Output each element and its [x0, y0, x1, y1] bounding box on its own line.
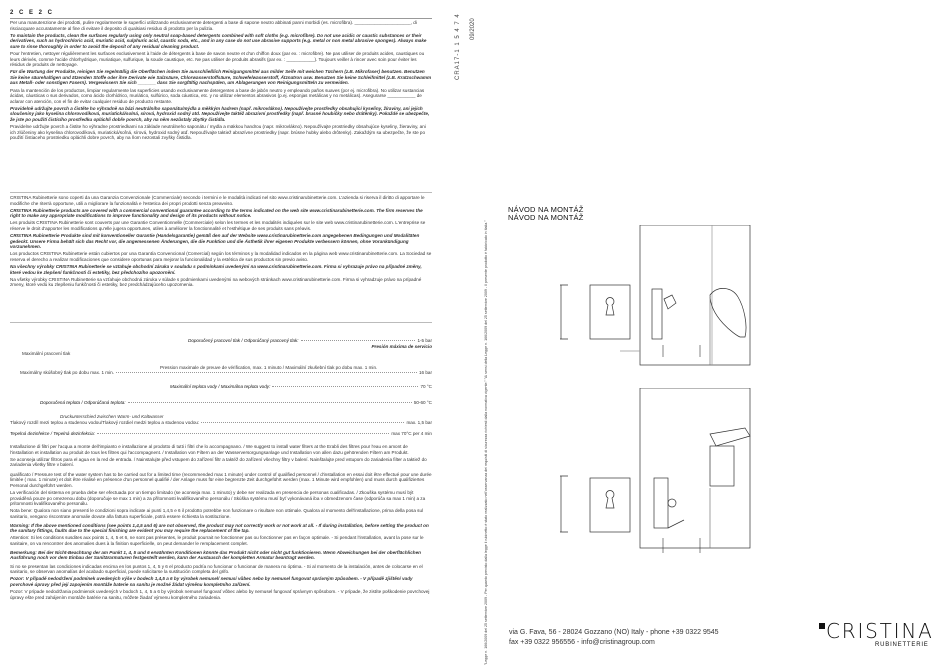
warranty-de: CRISTINA Rubinetterie Produkte sind mit konventioneller Garantie (Handelsgarantie) gemäß den auf der Website www.cristinarubinetterie.com angegebenen Bedingungen und Modalitäten gedeckt. Unsere Firma behält sich das Recht vor, die angemessenen Änderungen, die die Funktion und die Ästhetik ihrer eigenen Produkte verbessern können, ohne Vorankündigung vorzunehmen.	[10, 233, 420, 250]
specs-section	[10, 338, 432, 437]
manual-title-2: NÁVOD NA MONTÁŽ	[508, 213, 584, 222]
warranty-it: CRISTINA Rubinetterie sono coperti da una Garanzia Convenzionale (Commerciale) secondo i termini e le modalità indicati nel sito www.cristinarubinetterie.com. L'azienda si riserva il diritto di apportare le modifiche che riterrà opportune, utili a migliorare la funzionalità e l'estetica dei propri prodotti senza preavviso.	[10, 195, 425, 206]
divider-2	[10, 322, 432, 323]
legal-vertical-note: "Legge n. 166/2009 del 25 settembre 2009 - Per quanto previsto dalla legge il rubinetto è stato realizzato nell'osservanza dei requisiti di sicurezza richiesti dalla normativa vigente." "Ai sensi della Legge n. 166/2009 del 25 settembre 2009 - Il presente prodotto è fabbricato in Italia."	[484, 220, 488, 665]
manual-title: NÁVOD NA MONTÁŽ	[508, 205, 584, 214]
warranty-en: CRISTINA Rubinetterie products are covered with a commercial conventional guarantee according to the terms indicated on the web site www.cristinarubinetterie.com. The firm reserves the right to make any appropriate modifications to improve functionality and design of its products without notice.	[10, 207, 423, 219]
warranty-es: Los productos CRISTINA Rubinetterie están cubiertos por una Garantía Convencional (Comercial) según los términos y la modalidad indicados en la página web www.cristinarubinetterie.com. La Sociedad se reserva el derecho a realizar modificaciones que considere oportunas para mejorar la funcionalidad y la estética de sus productos sin previo aviso.	[10, 251, 432, 262]
side-date: 09/2020	[470, 18, 476, 40]
spec-row: Doporučená teplota / Odporúčaná teplota: 50-60 °C	[40, 399, 432, 405]
care-cz: Pravidelně udržujte povrch a čistěte ho výhradně na bázi neutrálního saponátu/mýdla a měkkým hadrem (např. mikrovlákno). Nepoužívejte prostředky obsahující kyseliny, žíraviny, ani jejich sloučeniny jako kyselina chlorovodíková, muriatická/solná, sírová, hydroxid sodný atd. Nepoužívejte taktéž abrazivní prostředky (např. brusné houbičky nebo drátěnky). Pokaždé se ubezpečte, že jste po použití čisticího prostředku opláchli dobře povrch, aby na něm nezůstaly zbytky čistidla.	[10, 105, 430, 122]
install-section	[10, 444, 432, 602]
spec-row: Maximální teplota vody / Maximálna teplota vody: 70 °C	[170, 383, 432, 389]
cover-plate	[640, 225, 750, 365]
box-outline	[590, 478, 630, 532]
install-warning-fr: Attention: Si les conditions susdites aux points 1, 4, 5 et 6, ne sont pas présentes, le produit pourrait ne fonctionner pas ou fonctionner pas en façon optimale. - Si pendant l'installation, avant la pose sur le sanitaire, on va rencontrer des anomalies dues à la finition superficielle, on peut demander le remplacement complet.	[10, 535, 424, 546]
spec-row: Presión máxima de servicio	[371, 343, 432, 349]
brand-subtitle: RUBINETTERIE	[875, 642, 929, 648]
mixer-box-drawing	[560, 388, 760, 563]
install-warning-en: Warning: If the above mentioned conditions (see points 1,4,5 and 6) are not observed, the product may not correctly work or not work at all. - If during installation, before setting the product on the sanitary fittings, faults due to the special finishing are evident you may require the replacement of the tap.	[10, 522, 429, 534]
lever-handle	[710, 288, 746, 337]
warranty-cz: Na všechny výrobky CRISTINA Rubinetterie se vztahuje obchodní záruka v souladu s podmínkami uvedenými na www.cristinarubinetterie.com. Firma si vyhrazuje právo na případné změny, které vedou ke zlepšení funkčnosti či estetiky, bez předchozího upozornění.	[10, 264, 422, 275]
company-address: via G. Fava, 56 - 28024 Gozzano (NO) Italy - phone +39 0322 9545	[509, 629, 719, 636]
cover-plate	[640, 388, 750, 548]
spec-row: Tepelná dezinfekce / Tepelná dezinfekcia: max 70°C per 4 min	[10, 431, 432, 437]
install-filters-es: Se aconseja utilizar filtros para el agua en la red de entrada. / Nainstalujte před vstupem do zařízení filtr a taktéž do zařízení všechny filtry v balení. Nainštalujte pred vstupom do zariadenia filter a taktiež do zariadenia všetky filtre v balení.	[10, 456, 427, 468]
care-sk: Pravidelne udržujte povrch a čistite ho výhradne prostriedkami na základe neutrálneho saponátu / mydla a mäkkou handrou (napr. mikrovlákno). Nepoužívajte prostriedky obsahujúce kyseliny, žieraviny, ani ich zlúčeniny ako kyselina chlorovodíková, muriatická/soľná, sírová, hydroxid sodný atď. Nepoužívajte taktiež abrazívne prostriedky (napr. brúsne hubky alebo drôtenky). Zakaždým sa ubezpečte, že ste po použití čistiaceho prostriedku opláchli dobre povrch, aby na ňom nezostali zvyšky čistidla.	[10, 124, 426, 141]
install-warning-cz: Pozor: V případě nedodržení podmínek uvedených výše v bodech 1,4,5 a 6 by výrobek nemusel/ nemusí vůbec nebo by nemusel fungovat správným způsobem. - V případě zjištění vady povrchové úpravy před její zapojením montáže baterie na sanitu je možné žádat výměnu kompletního zařízení.	[10, 576, 413, 587]
spec-row: Pression maximale de preuve de vérification, max. 1 minuto / Maximální zkušební tlak po dobu max. 1 min.	[160, 364, 378, 370]
spec-row: Maximální pracovní tlak	[22, 351, 71, 357]
divider-1	[10, 192, 432, 193]
care-de: Für die Wartung der Produkte, reinigen Sie regelmäßig die Oberflächen indem Sie ausschließlich Reinigungsmittel aus milder Seife mit weichen Tüchern (z.B. Mikrofaser) benutzen. Benutzen Sie keine säurehaltigen und ätzenden Stoffe oder ihre Derivate wie Salzsäure, Chlorwasserstoffsäure, Schwefelwasserstoff, Ätznatron usw. Benutzen Sie keine Schleifmittel (z.B. Kratzschwamm aus Metall- oder sonstigen Fasern). Vergewissern Sie sich _______ dass Sie sorgfältig nachspülen, um Ablagerungen von Reinigungsmitteln zu vermeiden.	[10, 69, 432, 86]
care-section	[10, 20, 432, 142]
header-rule	[10, 18, 432, 19]
spec-row: Tlakový rozdíl mezi teplou a studenou vodou/Tlakový rozdiel medzi teplou a studenou vodou: max. 1,5 bar	[10, 419, 432, 425]
warranty-sk: Na všetky výrobky CRISTINA Rubinetterie sa vzťahuje obchodná záruka v súlade s podmienkami uvedenými na webových stránkach www.cristinarubinetterie.com. Firma si vyhradzuje právo na prípadné zmeny, ktoré vedú ku zlepšeniu funkčnosti či estetiky, bez predchádzajúceho upozornenia.	[10, 276, 422, 288]
header-code: 2 C E 2 C	[10, 10, 55, 16]
install-warning-de: Bemerkung: Bei der Nicht-Beachtung der am Punkt 1, 4, 5 und 6 erwähnten Konditionen könnte das Produkt nicht oder nicht gut funktionieren. Wenn Abweichungen bei der oberflächlichen Ausführung noch vor dem Einbau der Sanitärarmaturen festgestellt werden, kann der Austausch der kompletten Armatur beantragt werden.	[10, 549, 421, 561]
box-outline	[590, 285, 630, 339]
brand-square-icon	[819, 623, 825, 629]
care-it: Per una manutenzione dei prodotti, pulire regolarmente le superfici utilizzando esclusivamente detergenti a base di sapone neutro abbinati panni morbidi (es. microfibra). ______________________, di risciacquare accuratamente al fine di evitare il deposito di qualsiasi residuo di prodotto per la pulizia.	[10, 20, 417, 31]
spec-row: Maximálny skúšobný tlak po dobu max. 1 min. 16 bar	[20, 370, 432, 376]
spec-row: Doporučený pracovní tlak / Odporúčaný pracovný tlak: 1-5 bar	[188, 338, 432, 343]
install-warning-es: Si no se presentan las condiciones indicadas encima en los puntos 1, 4, 5 y 6 el producto podría no funcionar o funcionar de manera no óptima. - Si al momento de la instalación, antes de colocarse en el sanitario, se observan anomalías del acabado superficial, puede solicitarse la sustitución completa del grifo.	[10, 563, 423, 575]
side-code: CRA17-1 1 5 4 7 4	[455, 13, 461, 80]
spec-row: Druckunterschied zwischen Warm- und Kaltwasser	[60, 414, 164, 420]
install-pressure-es: La verificación del sistema en prueba debe ser efectuada por un tiempo limitado (se aconseja max. 1 minuto) y debe ser realizada en presencia de personas cualificadas. / Zkouška systému musí být prováděná pouze po omezenou dobu (doporučuje se max 1 min) a za přítomnosti kvalifikovaného personálu / Skúška systému musí byť vykonávaná iba v obmedzenom čase (odporúča sa max 1 min) a za prítomnosti kvalifikovaného personálu.	[10, 490, 426, 507]
mixer-front-drawing	[560, 225, 760, 370]
install-filters: Installazione di filtri per l'acqua a monte dell'impianto e installazione al prodotto di tutti i filtri che lo accompagnano. / We suggest to install water filters at the Erabli des filtres pour l'eau en amont de l'installation et installation au produit de tous les filtres qui l'accompagnent. / Installation von Filtern an der Wasserversorgungsanlage und Installation von allen dazu gehörenden Filtern am Produkt.	[10, 444, 409, 455]
company-contact: fax +39 0322 956556 - info@cristinagroup.com	[509, 639, 655, 646]
lever-handle	[710, 428, 750, 446]
warranty-fr: Les produits CRISTINA Rubinetterie sont couverts par une Garantie Conventionnelle (Commerciale) selon les termes et les modalités indiquées sur le site web www.cristinarubinetterie.com. L'entreprise se réserve le droit d'apporter les modifications qu'elle jugera opportunes, utiles à améliorer la fonctionnalité et l'esthétique de ses produits sans préavis.	[10, 220, 426, 231]
install-pressure: qualificato / Pressure test of the water system has to be carried out for a limited time (recommended max 1 minute) under control of qualified personnel / d'installation en essai doit être effectué pour une durée limitée ( max. 1 minute) et doit être réalisé en présence d'un personnel qualifié / der Anlage muss für eine begrenzte Zeit durchgeführt werden (max. 1 Minute wird empfohlen) und muss durch qualifiziertes Personal durchgeführt werden.	[10, 471, 432, 489]
install-warning-sk: Pozor: V prípade nedodržania podmienok uvedených v bodoch 1, 4, 5 a 6 by výrobok nemusel fungovať vôbec alebo by nemusel fungovať správnym spôsobom. - V prípade, že zistíte poškodenie povrchovej úpravy ešte pred zahájením montáže batérie na sanitu, môžete žiadať výmenu kompletného zariadenia.	[10, 589, 430, 600]
install-note-it: Nota bene: Qualora non siano presenti le condizioni sopra indicate ai punti 1,4,5 e 6 il prodotto potrebbe non funzionare o risultare non ottimale. Qualora al momento dell'installazione, prima della posa sul sanitario, vengano riscontrate anomalie dovute alla fattura superficiale, potrà essere richiesta la sostituzione.	[10, 508, 424, 520]
warranty-section	[10, 195, 432, 289]
brand-logo: CRISTINA	[826, 619, 934, 643]
care-es: Para la mantención de los productos, limpiar regularmente las superficies usando exclusivamente detergentes a base de jabón neutro y empleando paños suaves (por ej. microfibra). No utilizar sustancias ácidas, cáusticas o sus derivados, como ácido clorhídrico, muriático, sulfúrico, soda cáustica, etc. y no utilizar elementos abrasivos (p.ej. esponjas metálicas y no metálicas). Asegurarse ___________ de aclarar con atención, con el fin de evitar cualquier residuo de producto restante.	[10, 87, 425, 104]
care-en: To maintain the products, clean the surfaces regularly using only neutral soap-based detergents combined with soft cloths (e.g. microfibre). Do not use acidic or caustic substances or their derivatives, such as hydrochloric acid, muriatic acid, sulphuric acid, caustic soda, etc., and in any case do not use abrasive supports (e.g. metal or non metal abrasive sponges). Always make sure to rinse thoroughly in order to avoid the deposit of any residual cleaning product.	[10, 32, 427, 49]
care-fr: Pour l'entretien, nettoyer régulièrement les surfaces exclusivement à l'aide de détergents à base de savon neutre et d'un chiffon doux (par ex. : microfibre). Ne pas utiliser de produits acides, caustiques ou leurs dérivés, comme l'acide chlorhydrique, muriatique, sulfurique, la soude caustique, etc. Ne pas utiliser de produits abrasifs (par ex. : ___________). Toujours veiller à rincer avec soin pour éviter les résidus de produits de nettoyage.	[10, 50, 425, 68]
